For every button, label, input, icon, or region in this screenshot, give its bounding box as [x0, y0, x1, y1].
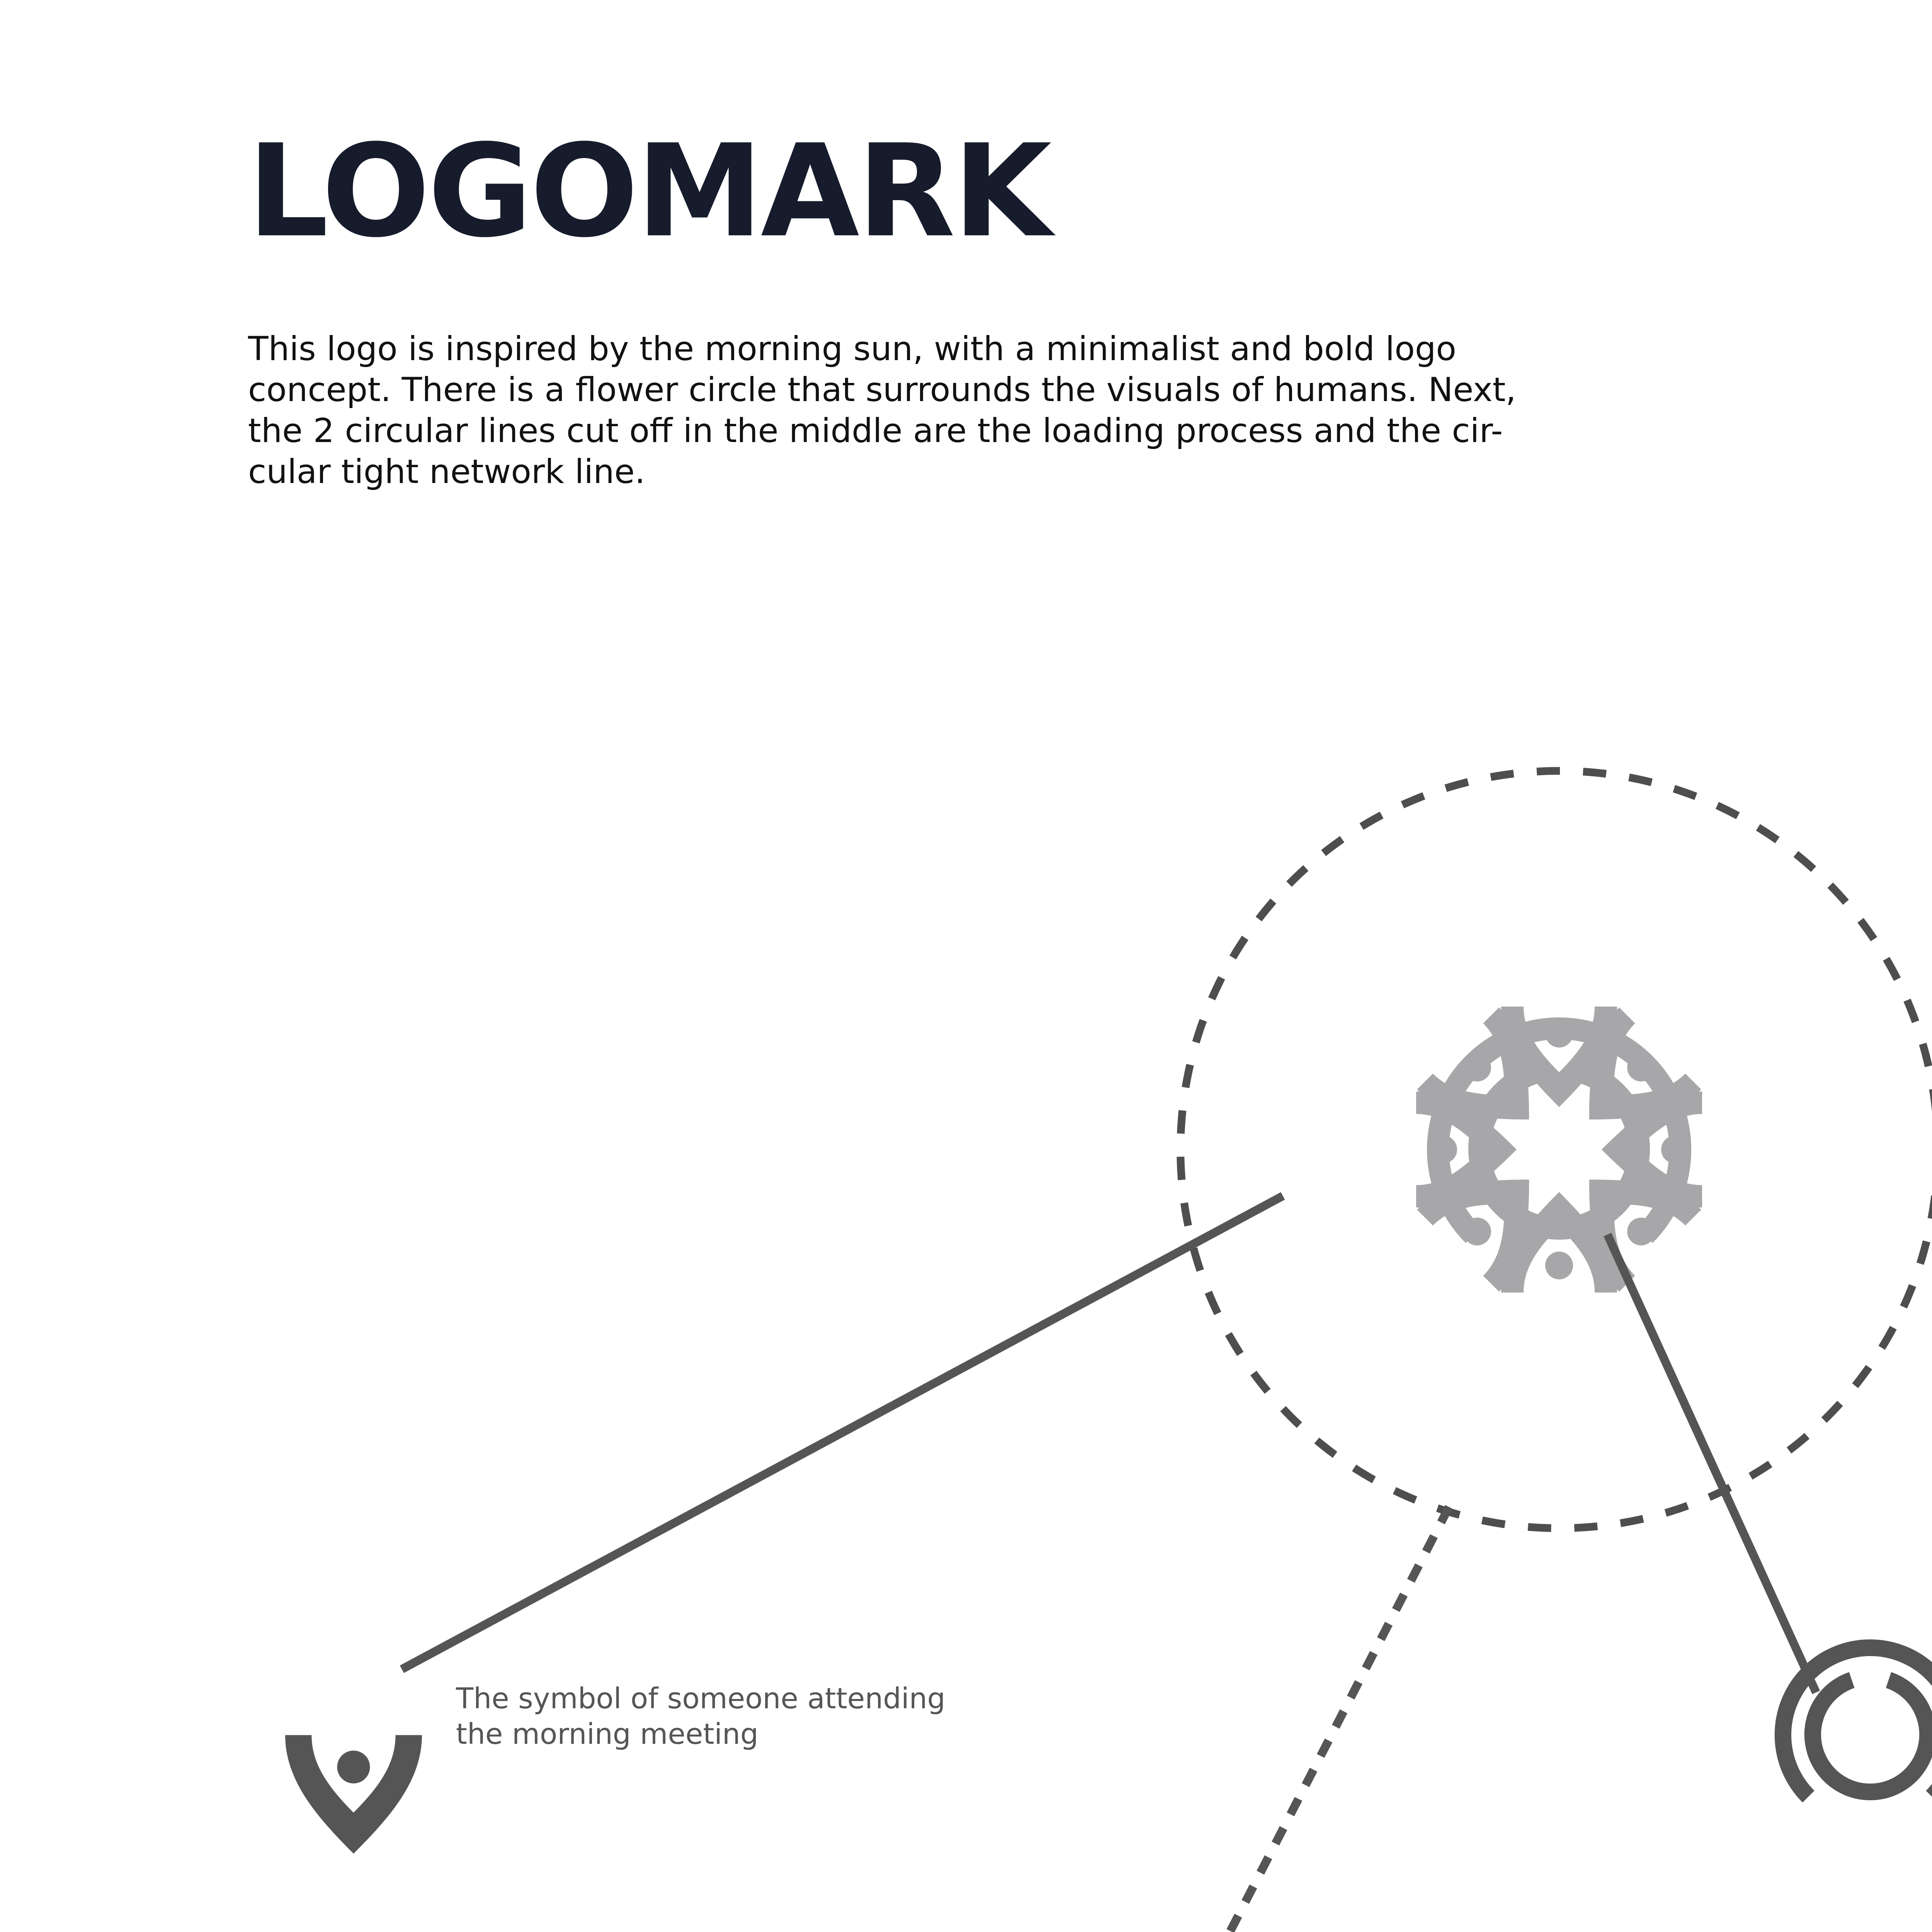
callout-line: the morning meeting	[456, 1718, 759, 1751]
callout-line: The symbol of someone attending	[456, 1682, 946, 1715]
intro-line: This logo is inspired by the morning sun, with a minimalist and bold logo	[248, 330, 1456, 368]
main-sun-logo	[1416, 1007, 1702, 1293]
intro-line: concept. There is a flower circle that surrounds the visuals of humans. Next,	[248, 371, 1516, 409]
page-title: LOGOMARK	[247, 117, 1050, 265]
double-ring-icon	[1783, 1648, 1932, 1796]
connector-line-ring	[1607, 1235, 1816, 1692]
intro-line: the 2 circular lines cut off in the middle are the loading process and the cir-	[248, 412, 1503, 450]
dashed-boundary-circle	[1180, 771, 1932, 1528]
connector-line-person	[402, 1196, 1283, 1669]
connector-line-sun	[1194, 1507, 1449, 1932]
person-petal-icon	[285, 1735, 422, 1854]
intro-line: cular tight network line.	[248, 452, 645, 491]
callout-person-text	[456, 1681, 946, 1752]
